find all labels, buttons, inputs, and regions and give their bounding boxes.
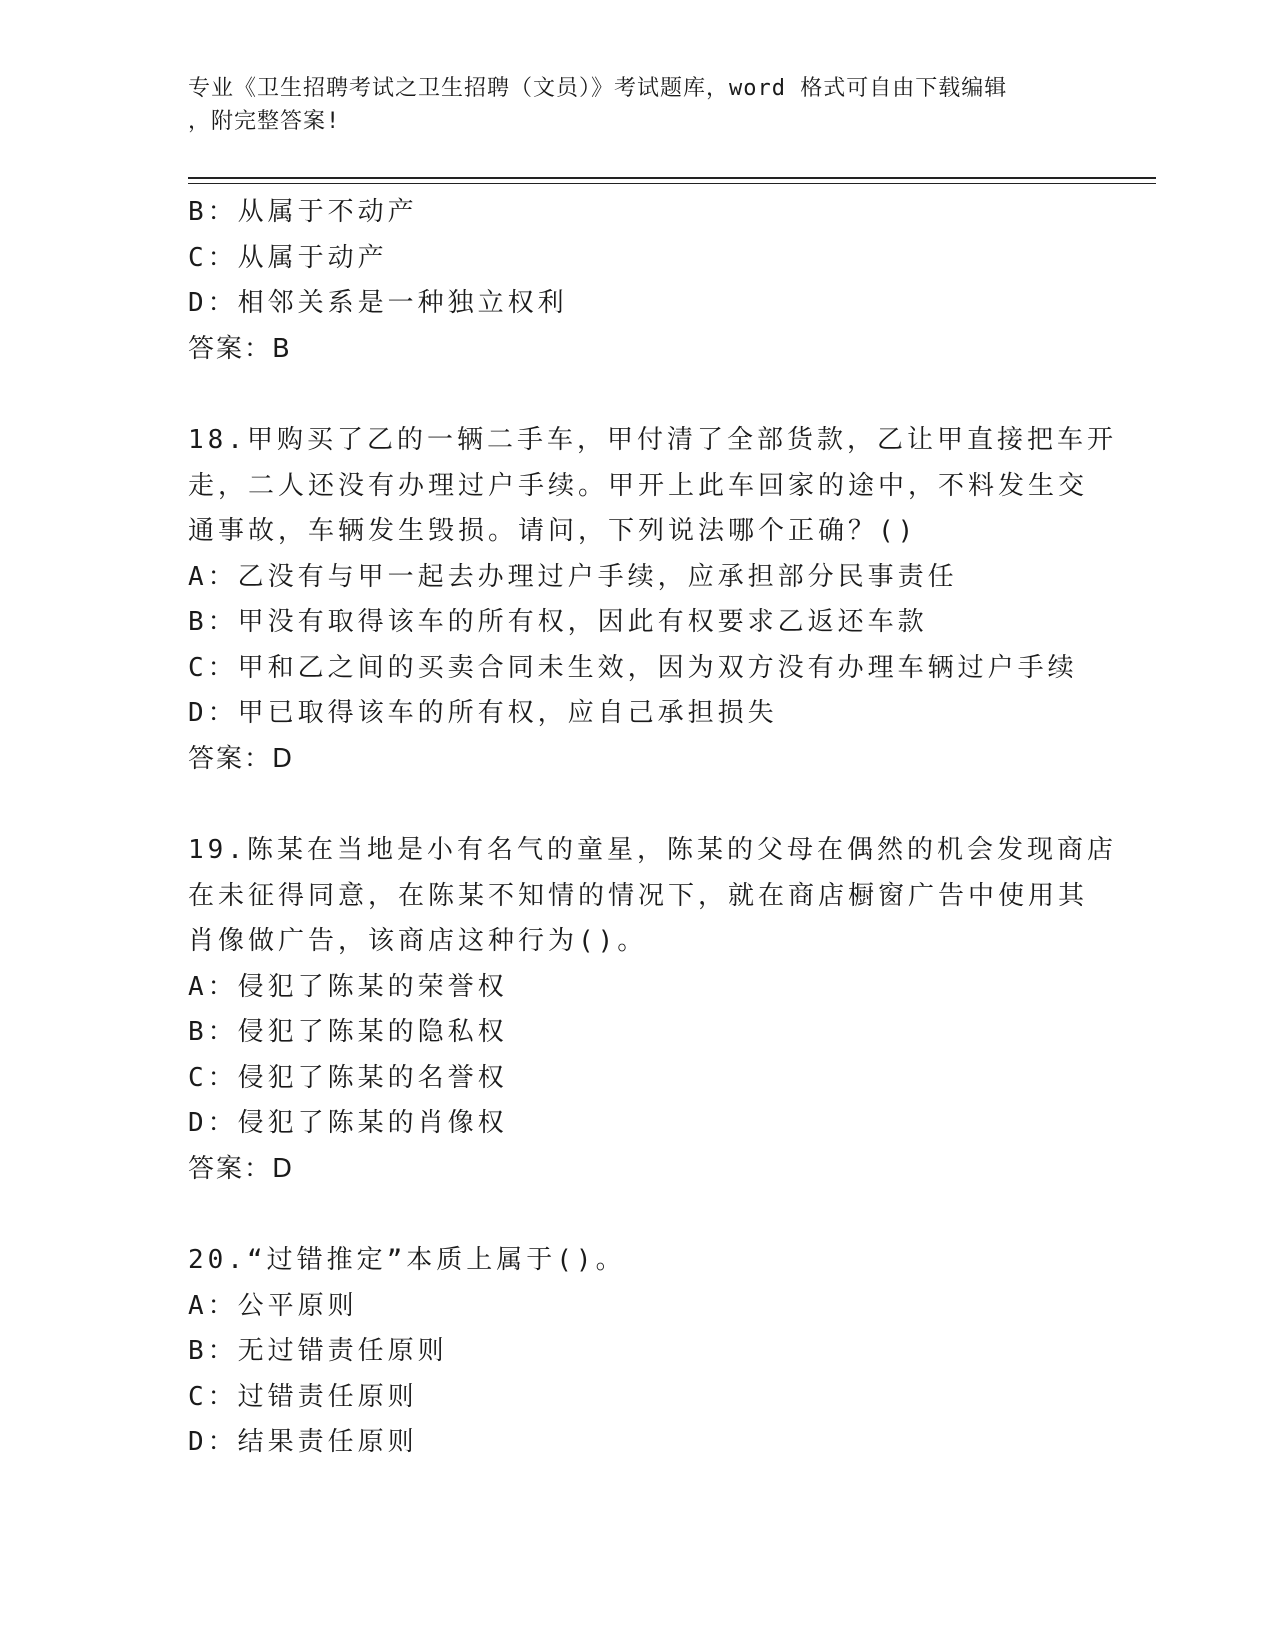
header-rule-thick: [188, 177, 1156, 179]
question-17: [188, 190, 1088, 372]
header-line-2: ，附完整答案!: [188, 109, 341, 134]
question-20: [188, 1238, 1088, 1466]
option-b: B：从属于不动产: [188, 197, 418, 227]
option-d: D：甲已取得该车的所有权，应自己承担损失: [188, 698, 778, 728]
option-d: D：侵犯了陈某的肖像权: [188, 1108, 508, 1138]
question-text-line: 18.甲购买了乙的一辆二手车，甲付清了全部货款，乙让甲直接把车开: [188, 425, 1117, 455]
document-header: [188, 72, 1088, 138]
option-b: B：侵犯了陈某的隐私权: [188, 1017, 508, 1047]
question-18: [188, 418, 1117, 782]
answer-line: 答案：D: [188, 1153, 295, 1184]
question-text-line: 走，二人还没有办理过户手续。甲开上此车回家的途中，不料发生交: [188, 470, 1089, 501]
answer-line: 答案：D: [188, 743, 295, 774]
option-c: C：甲和乙之间的买卖合同未生效，因为双方没有办理车辆过户手续: [188, 652, 1078, 683]
answer-line: 答案：B: [188, 333, 292, 364]
option-c: C：侵犯了陈某的名誉权: [188, 1062, 508, 1093]
question-content: [188, 190, 1117, 1466]
question-text-line: 通事故，车辆发生毁损。请问，下列说法哪个正确？(): [188, 516, 918, 546]
option-d: D：相邻关系是一种独立权利: [188, 288, 568, 318]
question-text-line: 20.“过错推定”本质上属于()。: [188, 1245, 626, 1275]
option-d: D：结果责任原则: [188, 1427, 418, 1457]
question-19: [188, 828, 1117, 1192]
question-text-line: 在未征得同意，在陈某不知情的情况下，就在商店橱窗广告中使用其: [188, 880, 1089, 911]
option-b: B：甲没有取得该车的所有权，因此有权要求乙返还车款: [188, 607, 928, 637]
header-line-1: 专业《卫生招聘考试之卫生招聘（文员）》考试题库，word 格式可自由下载编辑: [188, 76, 1008, 101]
option-c: C：过错责任原则: [188, 1381, 418, 1412]
option-a: A：公平原则: [188, 1290, 358, 1321]
option-a: A：乙没有与甲一起去办理过户手续，应承担部分民事责任: [188, 561, 958, 592]
header-rule-thin: [188, 183, 1156, 184]
option-c: C：从属于动产: [188, 242, 388, 273]
option-a: A：侵犯了陈某的荣誉权: [188, 971, 508, 1002]
question-text-line: 肖像做广告，该商店这种行为()。: [188, 926, 648, 956]
option-b: B：无过错责任原则: [188, 1336, 448, 1366]
question-text-line: 19.陈某在当地是小有名气的童星，陈某的父母在偶然的机会发现商店: [188, 835, 1117, 865]
